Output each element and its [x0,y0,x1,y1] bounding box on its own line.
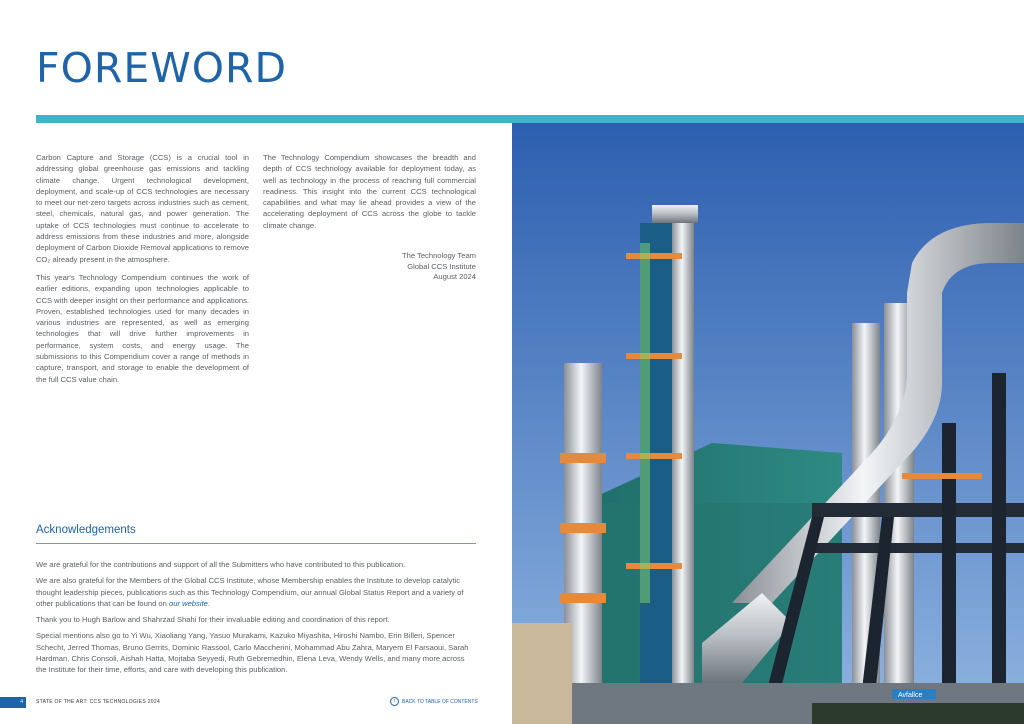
photo-sign: Avfallce [898,692,923,699]
ack-text: We are also grateful for the Members of the Global CCS Institute, whose Membership enables the Institute to develop catalytic thought leadership pieces, publications such as this Technology Compendium, our annual Global Status Report and a variety of other publications that can be found on [36,576,464,608]
ack-paragraph: Thank you to Hugh Barlow and Shahrzad Shahi for their invaluable editing and coordination of this report. [36,615,390,625]
ack-paragraph: Special mentions also go to Yi Wu, Xiaoliang Yang, Yasuo Murakami, Kazuko Miyashita, Hiroshi Nambo, Erin Billeri, Spencer Schecht, Jerred Thomas, Bruno Gerrits, Dominic Rassool, Carlo Maccherini, Mohammad Abu Zahra, Maryem El Farsaoui, Sarah Hardman, Chris Consoli, Aishah Hatta, Mojtaba Seyyedi, Ruth Gebremedhin, Elena Leva, Wendy Wells, and many more across the Institute for their time, efforts, and care with developing this publication. [36,631,469,675]
acknowledgements-body [36,559,476,681]
intro-paragraph: Carbon Capture and Storage (CCS) is a crucial tool in addressing global greenhouse gas emissions and tackling climate change. Urgent technological development, deployment, and scale-up of CCS technologies are necessary to meet our net-zero targets across industries such as cement, steel, chemicals, natural gas, and power generation. The uptake of CCS technologies must continue to accelerate to address emissions from these industries and more, alongside deployment of Carbon Dioxide Removal applications to remove CO₂ already present in the atmosphere. [36,153,249,264]
signature-date: August 2024 [433,272,476,281]
intro-paragraph: The Technology Compendium showcases the breadth and depth of CCS technology available for deployment today, as well as technology in the process of reaching full commercial readiness. This insight into the current CCS technological capabilities and what may lie ahead provides a view of the accelerating deployment of CCS across the globe to tackle climate change. [263,153,476,230]
back-to-contents-link[interactable] [390,697,478,706]
intro-column-left [36,152,249,392]
ack-text: . [207,598,210,608]
page-title: FOREWORD [36,44,288,92]
back-to-contents-label: BACK TO TABLE OF CONTENTS [402,698,478,705]
footer-doc-title: STATE OF THE ART: CCS TECHNOLOGIES 2024 [36,699,161,705]
ack-paragraph [36,575,476,609]
title-divider [36,115,1024,123]
signature-block [263,251,476,283]
page-footer [0,697,480,709]
intro-column-right [263,152,476,238]
website-link[interactable]: our website [169,598,208,608]
acknowledgements-heading: Acknowledgements [36,524,136,536]
signature-org: Global CCS Institute [407,261,476,271]
page-number: 4 [0,697,26,708]
acknowledgements-divider [36,543,476,544]
intro-paragraph: This year's Technology Compendium continues the work of earlier editions, expanding upon technologies applicable to CCS with deeper insight on their performance and applications. Proven, established technologies used for many decades in various industries are represented, as well as emerging technologies that will drive further improvements in performance, system costs, and energy usage. The submissions to this Compendium cover a range of methods in capture, transport, and storage to enable the development of the full CCS value chain. [36,272,249,384]
signature-team: The Technology Team [401,251,476,260]
hero-photo [512,123,1024,724]
ack-paragraph: We are grateful for the contributions and support of all the Submitters who have contributed to this publication. [36,560,406,569]
back-arrow-icon: ‹ [390,697,399,706]
